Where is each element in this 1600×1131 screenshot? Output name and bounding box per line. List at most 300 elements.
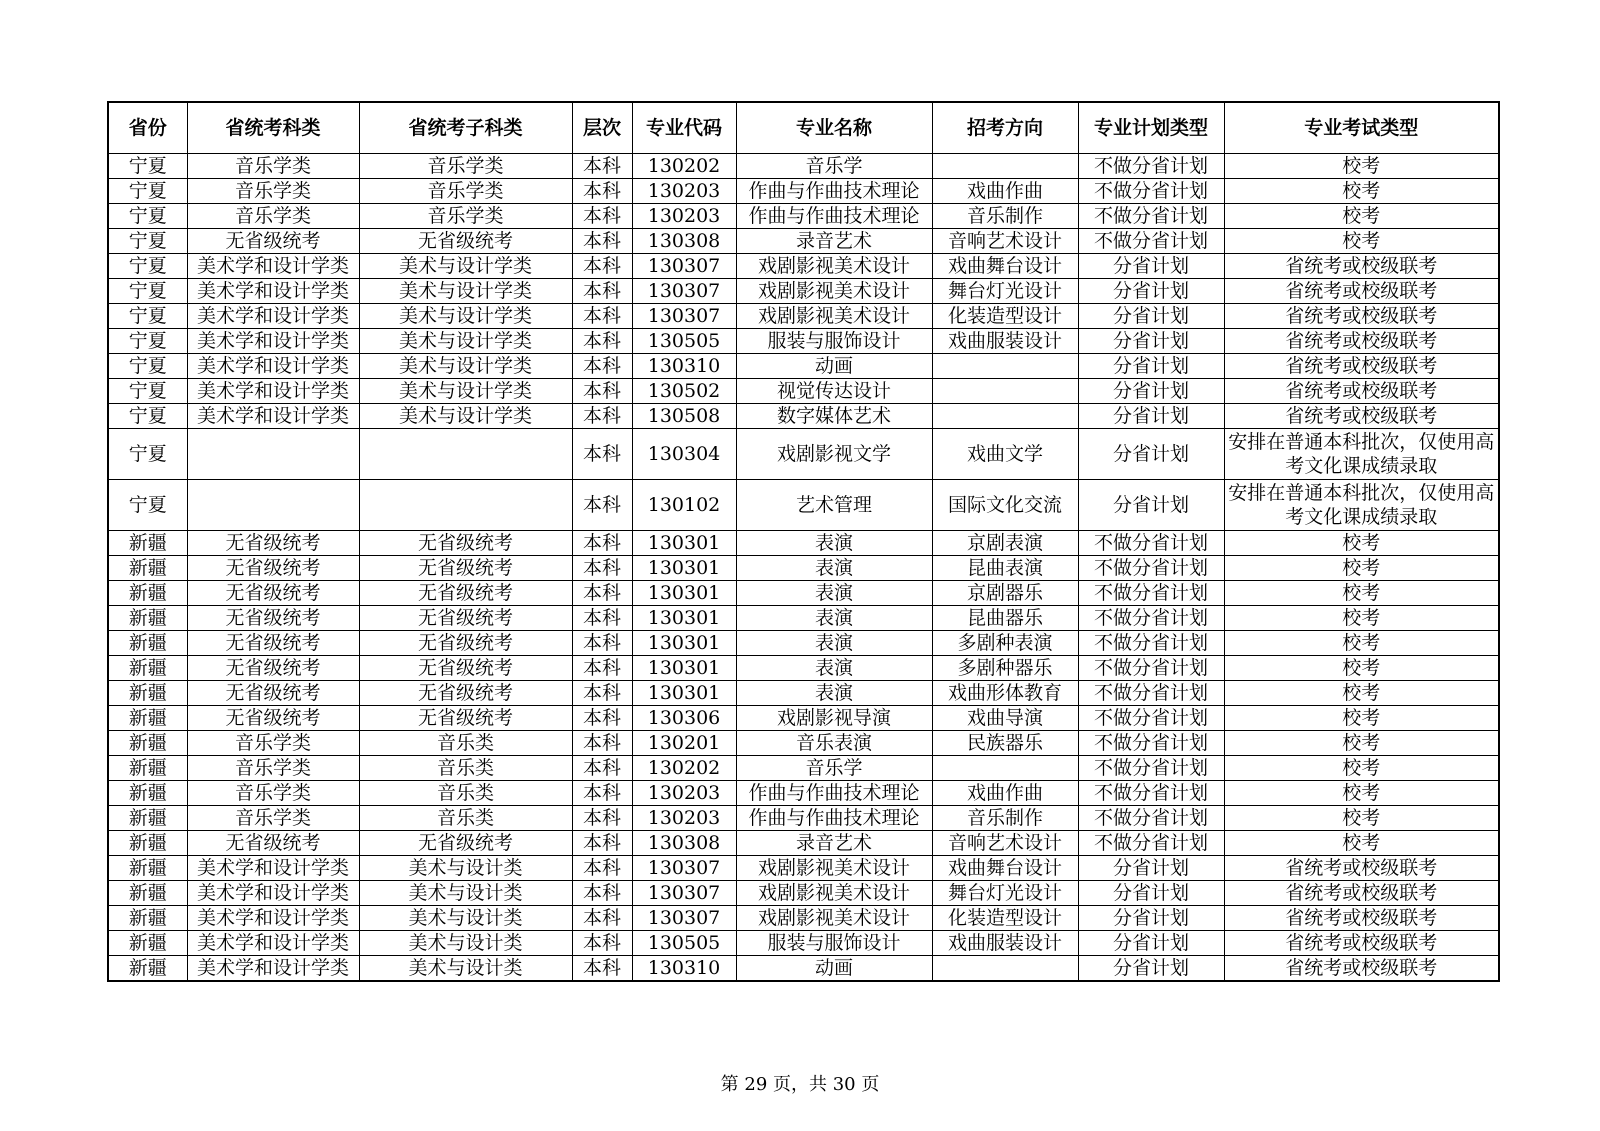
cell-province: 新疆	[108, 956, 187, 982]
cell-exam-type: 校考	[1224, 781, 1499, 806]
cell-direction: 多剧种器乐	[932, 656, 1078, 681]
cell-level: 本科	[572, 204, 632, 229]
cell-level: 本科	[572, 556, 632, 581]
cell-province: 宁夏	[108, 404, 187, 429]
cell-exam-subcategory: 美术与设计学类	[359, 404, 572, 429]
cell-province: 宁夏	[108, 229, 187, 254]
cell-exam-subcategory: 音乐类	[359, 756, 572, 781]
header-major-name: 专业名称	[736, 102, 932, 154]
cell-major-name: 表演	[736, 606, 932, 631]
table-row	[108, 254, 1499, 279]
cell-direction: 化装造型设计	[932, 304, 1078, 329]
cell-exam-subcategory: 无省级统考	[359, 531, 572, 556]
cell-province: 新疆	[108, 656, 187, 681]
cell-province: 新疆	[108, 581, 187, 606]
cell-level: 本科	[572, 856, 632, 881]
table-row	[108, 606, 1499, 631]
cell-province: 新疆	[108, 731, 187, 756]
cell-exam-category: 美术学和设计学类	[187, 856, 359, 881]
cell-direction: 舞台灯光设计	[932, 881, 1078, 906]
cell-exam-type: 校考	[1224, 581, 1499, 606]
cell-exam-subcategory: 音乐类	[359, 781, 572, 806]
cell-exam-type: 校考	[1224, 706, 1499, 731]
cell-major-code: 130201	[632, 731, 736, 756]
cell-exam-category: 无省级统考	[187, 581, 359, 606]
cell-major-name: 艺术管理	[736, 480, 932, 531]
cell-plan-type: 不做分省计划	[1078, 606, 1224, 631]
cell-exam-category: 无省级统考	[187, 531, 359, 556]
cell-level: 本科	[572, 531, 632, 556]
cell-province: 宁夏	[108, 179, 187, 204]
table-row	[108, 806, 1499, 831]
cell-level: 本科	[572, 229, 632, 254]
cell-plan-type: 不做分省计划	[1078, 581, 1224, 606]
page-number: 第 29 页，共 30 页	[720, 1074, 880, 1095]
cell-plan-type: 不做分省计划	[1078, 179, 1224, 204]
cell-province: 新疆	[108, 706, 187, 731]
cell-level: 本科	[572, 731, 632, 756]
header-exam-category: 省统考科类	[187, 102, 359, 154]
cell-major-code: 130307	[632, 254, 736, 279]
cell-major-code: 130307	[632, 906, 736, 931]
cell-level: 本科	[572, 480, 632, 531]
cell-exam-category: 美术学和设计学类	[187, 279, 359, 304]
cell-exam-subcategory: 美术与设计类	[359, 856, 572, 881]
cell-exam-category: 美术学和设计学类	[187, 329, 359, 354]
cell-exam-subcategory: 音乐类	[359, 806, 572, 831]
cell-province: 宁夏	[108, 304, 187, 329]
cell-exam-category: 音乐学类	[187, 179, 359, 204]
cell-province: 新疆	[108, 681, 187, 706]
cell-direction: 昆曲表演	[932, 556, 1078, 581]
cell-major-code: 130203	[632, 204, 736, 229]
cell-province: 新疆	[108, 756, 187, 781]
cell-major-name: 戏剧影视美术设计	[736, 254, 932, 279]
table-row	[108, 706, 1499, 731]
cell-exam-subcategory: 美术与设计类	[359, 906, 572, 931]
cell-level: 本科	[572, 329, 632, 354]
table-row	[108, 354, 1499, 379]
cell-exam-subcategory: 音乐学类	[359, 154, 572, 179]
table-row	[108, 781, 1499, 806]
cell-exam-subcategory: 美术与设计类	[359, 956, 572, 982]
cell-plan-type: 分省计划	[1078, 856, 1224, 881]
cell-plan-type: 不做分省计划	[1078, 204, 1224, 229]
cell-level: 本科	[572, 606, 632, 631]
cell-province: 宁夏	[108, 154, 187, 179]
cell-exam-subcategory: 无省级统考	[359, 606, 572, 631]
header-row	[108, 102, 1499, 154]
cell-level: 本科	[572, 831, 632, 856]
cell-exam-subcategory: 无省级统考	[359, 831, 572, 856]
cell-level: 本科	[572, 906, 632, 931]
cell-major-code: 130301	[632, 631, 736, 656]
cell-exam-category: 音乐学类	[187, 204, 359, 229]
cell-major-code: 130310	[632, 956, 736, 982]
cell-province: 新疆	[108, 556, 187, 581]
cell-major-code: 130203	[632, 781, 736, 806]
cell-major-code: 130203	[632, 806, 736, 831]
cell-direction: 戏曲形体教育	[932, 681, 1078, 706]
table-row	[108, 956, 1499, 982]
cell-level: 本科	[572, 304, 632, 329]
cell-exam-subcategory	[359, 429, 572, 480]
cell-direction: 昆曲器乐	[932, 606, 1078, 631]
cell-level: 本科	[572, 781, 632, 806]
cell-major-name: 作曲与作曲技术理论	[736, 806, 932, 831]
cell-exam-type: 省统考或校级联考	[1224, 329, 1499, 354]
cell-province: 新疆	[108, 881, 187, 906]
cell-plan-type: 分省计划	[1078, 480, 1224, 531]
cell-exam-category: 无省级统考	[187, 606, 359, 631]
table-row	[108, 480, 1499, 531]
cell-exam-type: 校考	[1224, 531, 1499, 556]
cell-major-name: 戏剧影视文学	[736, 429, 932, 480]
cell-exam-subcategory: 无省级统考	[359, 656, 572, 681]
cell-exam-type: 校考	[1224, 806, 1499, 831]
cell-plan-type: 不做分省计划	[1078, 681, 1224, 706]
cell-exam-category: 美术学和设计学类	[187, 354, 359, 379]
cell-exam-type: 校考	[1224, 656, 1499, 681]
cell-exam-category: 音乐学类	[187, 806, 359, 831]
cell-major-code: 130301	[632, 681, 736, 706]
cell-level: 本科	[572, 429, 632, 480]
cell-major-code: 130308	[632, 831, 736, 856]
cell-level: 本科	[572, 931, 632, 956]
cell-plan-type: 分省计划	[1078, 354, 1224, 379]
cell-direction	[932, 154, 1078, 179]
cell-direction: 音乐制作	[932, 204, 1078, 229]
cell-plan-type: 分省计划	[1078, 379, 1224, 404]
cell-plan-type: 分省计划	[1078, 404, 1224, 429]
cell-exam-subcategory	[359, 480, 572, 531]
cell-exam-category: 美术学和设计学类	[187, 254, 359, 279]
cell-major-name: 服装与服饰设计	[736, 931, 932, 956]
cell-province: 新疆	[108, 631, 187, 656]
table-row	[108, 631, 1499, 656]
cell-direction: 戏曲舞台设计	[932, 254, 1078, 279]
cell-major-code: 130307	[632, 856, 736, 881]
cell-exam-subcategory: 音乐学类	[359, 179, 572, 204]
cell-major-name: 音乐学	[736, 756, 932, 781]
cell-direction: 戏曲服装设计	[932, 329, 1078, 354]
cell-level: 本科	[572, 631, 632, 656]
cell-exam-subcategory: 无省级统考	[359, 631, 572, 656]
cell-exam-subcategory: 美术与设计学类	[359, 354, 572, 379]
cell-direction: 音响艺术设计	[932, 831, 1078, 856]
header-plan-type: 专业计划类型	[1078, 102, 1224, 154]
cell-major-name: 戏剧影视美术设计	[736, 279, 932, 304]
table-row	[108, 531, 1499, 556]
cell-exam-type: 省统考或校级联考	[1224, 404, 1499, 429]
cell-major-name: 表演	[736, 656, 932, 681]
cell-level: 本科	[572, 179, 632, 204]
header-exam-type: 专业考试类型	[1224, 102, 1499, 154]
cell-province: 宁夏	[108, 480, 187, 531]
cell-level: 本科	[572, 956, 632, 982]
cell-plan-type: 不做分省计划	[1078, 556, 1224, 581]
header-exam-subcategory: 省统考子科类	[359, 102, 572, 154]
cell-exam-type: 省统考或校级联考	[1224, 881, 1499, 906]
cell-plan-type: 不做分省计划	[1078, 756, 1224, 781]
cell-plan-type: 不做分省计划	[1078, 656, 1224, 681]
cell-exam-category: 美术学和设计学类	[187, 956, 359, 982]
table-row	[108, 379, 1499, 404]
cell-major-name: 表演	[736, 631, 932, 656]
cell-exam-type: 校考	[1224, 154, 1499, 179]
cell-major-code: 130203	[632, 179, 736, 204]
cell-exam-category: 无省级统考	[187, 631, 359, 656]
cell-level: 本科	[572, 154, 632, 179]
cell-exam-subcategory: 音乐类	[359, 731, 572, 756]
cell-level: 本科	[572, 581, 632, 606]
cell-major-code: 130502	[632, 379, 736, 404]
cell-direction: 化装造型设计	[932, 906, 1078, 931]
cell-direction: 多剧种表演	[932, 631, 1078, 656]
cell-level: 本科	[572, 681, 632, 706]
cell-plan-type: 分省计划	[1078, 329, 1224, 354]
cell-major-code: 130508	[632, 404, 736, 429]
cell-plan-type: 分省计划	[1078, 931, 1224, 956]
cell-plan-type: 不做分省计划	[1078, 806, 1224, 831]
cell-major-name: 动画	[736, 956, 932, 982]
cell-province: 宁夏	[108, 204, 187, 229]
cell-major-code: 130301	[632, 556, 736, 581]
cell-province: 新疆	[108, 931, 187, 956]
cell-direction: 舞台灯光设计	[932, 279, 1078, 304]
cell-exam-category: 美术学和设计学类	[187, 931, 359, 956]
cell-level: 本科	[572, 881, 632, 906]
cell-direction	[932, 756, 1078, 781]
cell-major-code: 130202	[632, 756, 736, 781]
cell-exam-subcategory: 无省级统考	[359, 681, 572, 706]
cell-major-code: 130301	[632, 581, 736, 606]
table-row	[108, 204, 1499, 229]
cell-exam-category: 美术学和设计学类	[187, 379, 359, 404]
table-row	[108, 429, 1499, 480]
cell-exam-category: 美术学和设计学类	[187, 906, 359, 931]
cell-direction: 戏曲文学	[932, 429, 1078, 480]
cell-province: 新疆	[108, 806, 187, 831]
cell-exam-subcategory: 美术与设计类	[359, 931, 572, 956]
cell-direction: 京剧器乐	[932, 581, 1078, 606]
cell-major-code: 130505	[632, 329, 736, 354]
cell-major-name: 戏剧影视导演	[736, 706, 932, 731]
cell-major-code: 130102	[632, 480, 736, 531]
cell-exam-type: 校考	[1224, 204, 1499, 229]
cell-exam-subcategory: 无省级统考	[359, 229, 572, 254]
cell-plan-type: 分省计划	[1078, 881, 1224, 906]
cell-level: 本科	[572, 279, 632, 304]
cell-major-code: 130304	[632, 429, 736, 480]
cell-plan-type: 分省计划	[1078, 254, 1224, 279]
cell-province: 宁夏	[108, 354, 187, 379]
cell-major-name: 动画	[736, 354, 932, 379]
cell-major-code: 130310	[632, 354, 736, 379]
table-row	[108, 279, 1499, 304]
table-row	[108, 581, 1499, 606]
cell-exam-type: 安排在普通本科批次，仅使用高考文化课成绩录取	[1224, 429, 1499, 480]
cell-major-name: 作曲与作曲技术理论	[736, 204, 932, 229]
cell-province: 宁夏	[108, 429, 187, 480]
cell-exam-type: 省统考或校级联考	[1224, 956, 1499, 982]
cell-exam-category: 无省级统考	[187, 681, 359, 706]
cell-major-name: 数字媒体艺术	[736, 404, 932, 429]
cell-direction: 戏曲作曲	[932, 179, 1078, 204]
cell-province: 宁夏	[108, 254, 187, 279]
cell-exam-type: 省统考或校级联考	[1224, 279, 1499, 304]
cell-exam-type: 校考	[1224, 831, 1499, 856]
cell-major-code: 130308	[632, 229, 736, 254]
cell-exam-type: 省统考或校级联考	[1224, 931, 1499, 956]
cell-major-code: 130505	[632, 931, 736, 956]
cell-major-name: 音乐学	[736, 154, 932, 179]
cell-level: 本科	[572, 254, 632, 279]
cell-direction: 戏曲作曲	[932, 781, 1078, 806]
cell-major-name: 戏剧影视美术设计	[736, 304, 932, 329]
cell-province: 宁夏	[108, 329, 187, 354]
cell-major-code: 130306	[632, 706, 736, 731]
table-row	[108, 179, 1499, 204]
cell-major-name: 作曲与作曲技术理论	[736, 781, 932, 806]
table-row	[108, 881, 1499, 906]
cell-province: 新疆	[108, 831, 187, 856]
cell-province: 新疆	[108, 906, 187, 931]
cell-major-code: 130307	[632, 881, 736, 906]
header-direction: 招考方向	[932, 102, 1078, 154]
cell-exam-category: 美术学和设计学类	[187, 881, 359, 906]
cell-exam-category: 无省级统考	[187, 556, 359, 581]
cell-major-name: 戏剧影视美术设计	[736, 881, 932, 906]
cell-plan-type: 分省计划	[1078, 304, 1224, 329]
cell-major-code: 130307	[632, 304, 736, 329]
cell-plan-type: 不做分省计划	[1078, 831, 1224, 856]
cell-level: 本科	[572, 656, 632, 681]
cell-exam-category	[187, 429, 359, 480]
cell-direction	[932, 956, 1078, 982]
cell-major-name: 表演	[736, 531, 932, 556]
cell-exam-category: 无省级统考	[187, 831, 359, 856]
cell-level: 本科	[572, 379, 632, 404]
cell-level: 本科	[572, 404, 632, 429]
cell-major-name: 录音艺术	[736, 831, 932, 856]
cell-major-name: 视觉传达设计	[736, 379, 932, 404]
cell-exam-subcategory: 无省级统考	[359, 556, 572, 581]
cell-exam-subcategory: 音乐学类	[359, 204, 572, 229]
table-row	[108, 681, 1499, 706]
cell-major-code: 130301	[632, 531, 736, 556]
table-row	[108, 229, 1499, 254]
cell-major-code: 130202	[632, 154, 736, 179]
cell-direction: 戏曲舞台设计	[932, 856, 1078, 881]
cell-exam-category: 美术学和设计学类	[187, 304, 359, 329]
cell-plan-type: 不做分省计划	[1078, 154, 1224, 179]
cell-major-name: 服装与服饰设计	[736, 329, 932, 354]
cell-exam-type: 校考	[1224, 229, 1499, 254]
cell-exam-subcategory: 美术与设计学类	[359, 254, 572, 279]
cell-major-code: 130307	[632, 279, 736, 304]
cell-province: 新疆	[108, 781, 187, 806]
cell-exam-type: 省统考或校级联考	[1224, 354, 1499, 379]
cell-exam-subcategory: 无省级统考	[359, 706, 572, 731]
table-row	[108, 154, 1499, 179]
header-level: 层次	[572, 102, 632, 154]
cell-exam-category: 音乐学类	[187, 154, 359, 179]
cell-direction	[932, 354, 1078, 379]
cell-direction: 音响艺术设计	[932, 229, 1078, 254]
cell-plan-type: 不做分省计划	[1078, 531, 1224, 556]
cell-plan-type: 不做分省计划	[1078, 731, 1224, 756]
table-header	[108, 102, 1499, 154]
cell-direction: 戏曲服装设计	[932, 931, 1078, 956]
cell-exam-category: 美术学和设计学类	[187, 404, 359, 429]
cell-direction	[932, 404, 1078, 429]
cell-exam-type: 校考	[1224, 756, 1499, 781]
cell-major-name: 音乐表演	[736, 731, 932, 756]
table-row	[108, 329, 1499, 354]
cell-direction	[932, 379, 1078, 404]
table-row	[108, 831, 1499, 856]
cell-major-name: 戏剧影视美术设计	[736, 856, 932, 881]
cell-major-name: 作曲与作曲技术理论	[736, 179, 932, 204]
cell-exam-subcategory: 美术与设计学类	[359, 304, 572, 329]
cell-exam-type: 校考	[1224, 731, 1499, 756]
header-province: 省份	[108, 102, 187, 154]
cell-province: 宁夏	[108, 279, 187, 304]
table-row	[108, 931, 1499, 956]
cell-exam-subcategory: 美术与设计学类	[359, 329, 572, 354]
cell-direction: 音乐制作	[932, 806, 1078, 831]
table-row	[108, 304, 1499, 329]
cell-exam-category: 音乐学类	[187, 781, 359, 806]
cell-plan-type: 不做分省计划	[1078, 706, 1224, 731]
cell-level: 本科	[572, 756, 632, 781]
table-row	[108, 856, 1499, 881]
cell-exam-type: 校考	[1224, 556, 1499, 581]
cell-exam-category	[187, 480, 359, 531]
cell-exam-type: 省统考或校级联考	[1224, 304, 1499, 329]
cell-plan-type: 分省计划	[1078, 906, 1224, 931]
cell-level: 本科	[572, 354, 632, 379]
cell-exam-type: 校考	[1224, 681, 1499, 706]
cell-exam-subcategory: 美术与设计学类	[359, 279, 572, 304]
cell-exam-subcategory: 无省级统考	[359, 581, 572, 606]
cell-plan-type: 不做分省计划	[1078, 631, 1224, 656]
cell-exam-subcategory: 美术与设计学类	[359, 379, 572, 404]
cell-direction: 民族器乐	[932, 731, 1078, 756]
cell-exam-type: 校考	[1224, 631, 1499, 656]
cell-plan-type: 分省计划	[1078, 429, 1224, 480]
cell-major-name: 戏剧影视美术设计	[736, 906, 932, 931]
admissions-table	[107, 101, 1500, 982]
cell-plan-type: 分省计划	[1078, 956, 1224, 982]
cell-major-name: 表演	[736, 581, 932, 606]
cell-direction: 戏曲导演	[932, 706, 1078, 731]
table-row	[108, 556, 1499, 581]
cell-exam-category: 音乐学类	[187, 731, 359, 756]
cell-major-name: 录音艺术	[736, 229, 932, 254]
table-row	[108, 656, 1499, 681]
cell-exam-type: 安排在普通本科批次，仅使用高考文化课成绩录取	[1224, 480, 1499, 531]
cell-direction: 京剧表演	[932, 531, 1078, 556]
cell-exam-category: 无省级统考	[187, 656, 359, 681]
cell-level: 本科	[572, 706, 632, 731]
cell-level: 本科	[572, 806, 632, 831]
cell-exam-category: 无省级统考	[187, 706, 359, 731]
cell-direction: 国际文化交流	[932, 480, 1078, 531]
table-row	[108, 906, 1499, 931]
cell-plan-type: 分省计划	[1078, 279, 1224, 304]
